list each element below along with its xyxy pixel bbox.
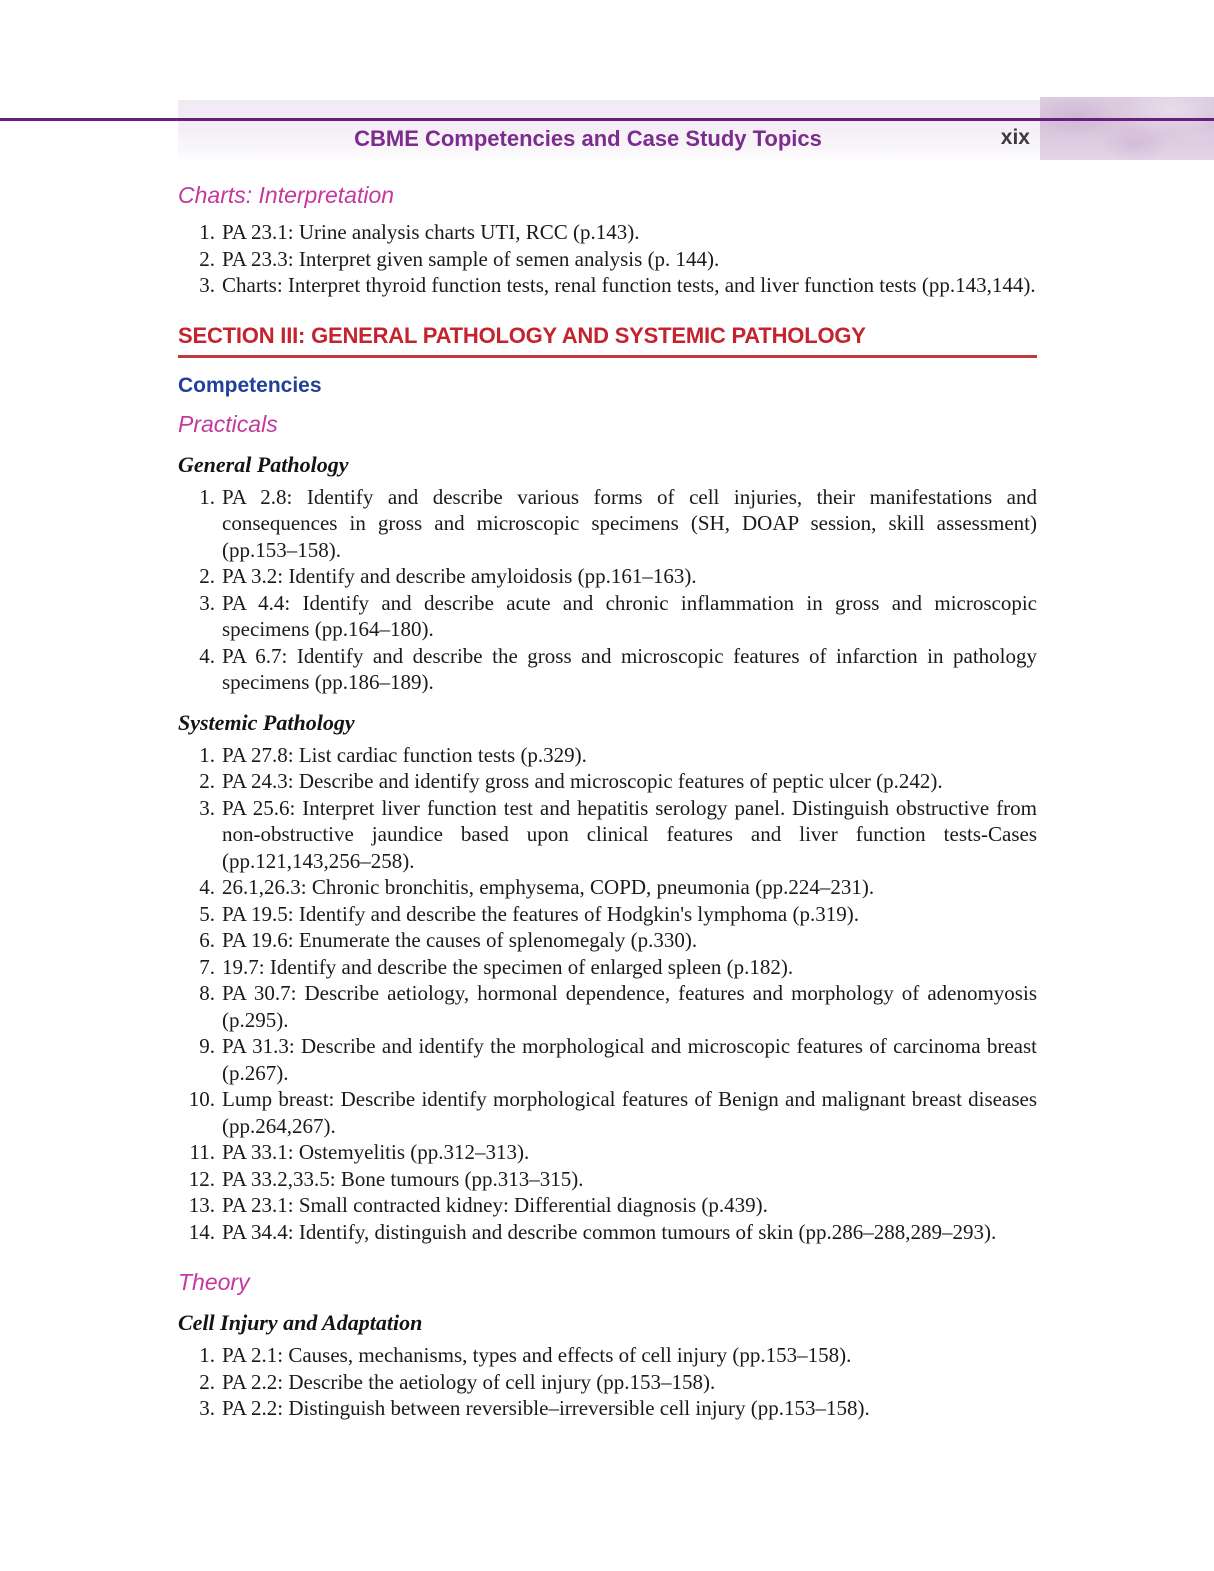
item-number: 1. <box>199 1343 215 1367</box>
practicals-heading: Practicals <box>178 410 278 437</box>
cell-injury-list <box>178 1342 1037 1422</box>
item-number: 2. <box>199 769 215 793</box>
list-item <box>178 1192 1037 1219</box>
item-text: PA 2.2: Describe the aetiology of cell injury (pp.153–158). <box>222 1369 716 1394</box>
item-text: PA 23.1: Urine analysis charts UTI, RCC (p.143). <box>222 220 640 244</box>
list-item <box>178 954 1037 981</box>
item-number: 1. <box>199 484 215 509</box>
page-number: xix <box>1000 126 1030 149</box>
list-item <box>178 1166 1037 1193</box>
item-number: 3. <box>199 795 215 820</box>
cell-injury-heading: Cell Injury and Adaptation <box>178 1310 423 1335</box>
list-item <box>178 768 1037 795</box>
item-number: 7. <box>199 954 215 979</box>
competencies-heading: Competencies <box>178 373 322 397</box>
item-number: 4. <box>199 875 215 899</box>
list-item <box>178 742 1037 769</box>
list-item <box>178 590 1037 643</box>
item-text: PA 3.2: Identify and describe amyloidosis (pp.161–163). <box>222 564 697 588</box>
list-item <box>178 1219 1037 1246</box>
item-number: 2. <box>199 246 215 271</box>
item-text: PA 4.4: Identify and describe acute and chronic inflammation in gross and microscopic specimens (pp.164–180). <box>222 590 1037 641</box>
page-header-band <box>0 100 1214 160</box>
item-number: 5. <box>199 901 215 926</box>
item-text: PA 24.3: Describe and identify gross and microscopic features of peptic ulcer (p.242). <box>222 769 943 793</box>
item-number: 3. <box>199 590 215 615</box>
item-text: PA 33.1: Ostemyelitis (pp.312–313). <box>222 1140 530 1164</box>
item-text: PA 19.5: Identify and describe the features of Hodgkin's lymphoma (p.319). <box>222 901 859 926</box>
item-text: PA 23.3: Interpret given sample of semen analysis (p. 144). <box>222 246 720 271</box>
item-text: PA 6.7: Identify and describe the gross and microscopic features of infarction in pathology specimens (pp.186–189). <box>222 643 1037 694</box>
item-number: 3. <box>199 1396 215 1420</box>
item-text: 26.1,26.3: Chronic bronchitis, emphysema, COPD, pneumonia (pp.224–231). <box>222 875 875 899</box>
item-number: 6. <box>199 928 215 952</box>
list-item <box>178 1033 1037 1086</box>
theory-heading: Theory <box>178 1269 250 1295</box>
item-number: 10. <box>188 1087 215 1111</box>
item-text: PA 30.7: Describe aetiology, hormonal dependence, features and morphology of adenomyosis (p.295). <box>222 981 1037 1032</box>
systemic-pathology-list <box>178 742 1037 1246</box>
charts-interpretation-list <box>178 219 1037 299</box>
item-text: Lump breast: Describe identify morphological features of Benign and malignant breast diseases (pp.264,267). <box>222 1087 1037 1138</box>
list-item <box>178 1139 1037 1166</box>
list-item <box>178 901 1037 928</box>
item-number: 3. <box>199 273 215 297</box>
header-rule <box>0 118 1214 121</box>
item-number: 1. <box>199 220 215 244</box>
item-text: 19.7: Identify and describe the specimen of enlarged spleen (p.182). <box>222 954 794 979</box>
running-header-title: CBME Competencies and Case Study Topics <box>354 126 822 151</box>
systemic-pathology-heading: Systemic Pathology <box>178 709 355 735</box>
item-number: 14. <box>188 1219 215 1244</box>
item-number: 12. <box>188 1166 215 1191</box>
item-text: PA 31.3: Describe and identify the morphological and microscopic features of carcinoma breast (p.267). <box>222 1034 1037 1085</box>
header-band-texture <box>1040 97 1214 160</box>
list-item <box>178 563 1037 590</box>
item-number: 13. <box>188 1193 215 1217</box>
item-text: PA 19.6: Enumerate the causes of splenomegaly (p.330). <box>222 928 698 952</box>
header-band-left-gradient <box>0 100 178 160</box>
item-number: 1. <box>199 742 215 767</box>
list-item <box>178 643 1037 696</box>
list-item <box>178 219 1037 246</box>
page-body <box>178 160 1037 1422</box>
item-text: PA 33.2,33.5: Bone tumours (pp.313–315). <box>222 1166 584 1191</box>
item-text: PA 23.1: Small contracted kidney: Differential diagnosis (p.439). <box>222 1193 768 1217</box>
item-text: Charts: Interpret thyroid function tests, renal function tests, and liver function tests (pp.143,144). <box>222 273 1036 297</box>
list-item <box>178 1369 1037 1396</box>
list-item <box>178 272 1037 299</box>
item-number: 2. <box>199 1369 215 1394</box>
charts-interpretation-heading: Charts: Interpretation <box>178 182 395 208</box>
item-text: PA 27.8: List cardiac function tests (p.329). <box>222 742 587 767</box>
item-text: PA 25.6: Interpret liver function test and hepatitis serology panel. Distinguish obstructive from non-obstructive jaundice based upon clinical features and liver function tests-Cases (pp.121,143,256–258). <box>222 795 1037 873</box>
item-number: 8. <box>199 981 215 1005</box>
list-item <box>178 927 1037 954</box>
section-iii-heading: SECTION III: GENERAL PATHOLOGY AND SYSTEMIC PATHOLOGY <box>178 323 1037 358</box>
item-text: PA 34.4: Identify, distinguish and describe common tumours of skin (pp.286–288,289–293). <box>222 1219 997 1244</box>
item-number: 9. <box>199 1034 215 1058</box>
list-item <box>178 246 1037 273</box>
item-number: 11. <box>189 1140 215 1164</box>
item-text: PA 2.8: Identify and describe various forms of cell injuries, their manifestations and consequences in gross and microscopic specimens (SH, DOAP session, skill assessment) (pp.153–158). <box>222 484 1037 562</box>
list-item <box>178 484 1037 564</box>
list-item <box>178 1086 1037 1139</box>
item-number: 2. <box>199 564 215 588</box>
list-item <box>178 874 1037 901</box>
list-item <box>178 980 1037 1033</box>
item-number: 4. <box>199 643 215 668</box>
item-text: PA 2.2: Distinguish between reversible–irreversible cell injury (pp.153–158). <box>222 1396 870 1420</box>
list-item <box>178 795 1037 875</box>
general-pathology-heading: General Pathology <box>178 451 349 477</box>
list-item <box>178 1395 1037 1422</box>
list-item <box>178 1342 1037 1369</box>
item-text: PA 2.1: Causes, mechanisms, types and effects of cell injury (pp.153–158). <box>222 1343 852 1367</box>
general-pathology-list <box>178 484 1037 696</box>
